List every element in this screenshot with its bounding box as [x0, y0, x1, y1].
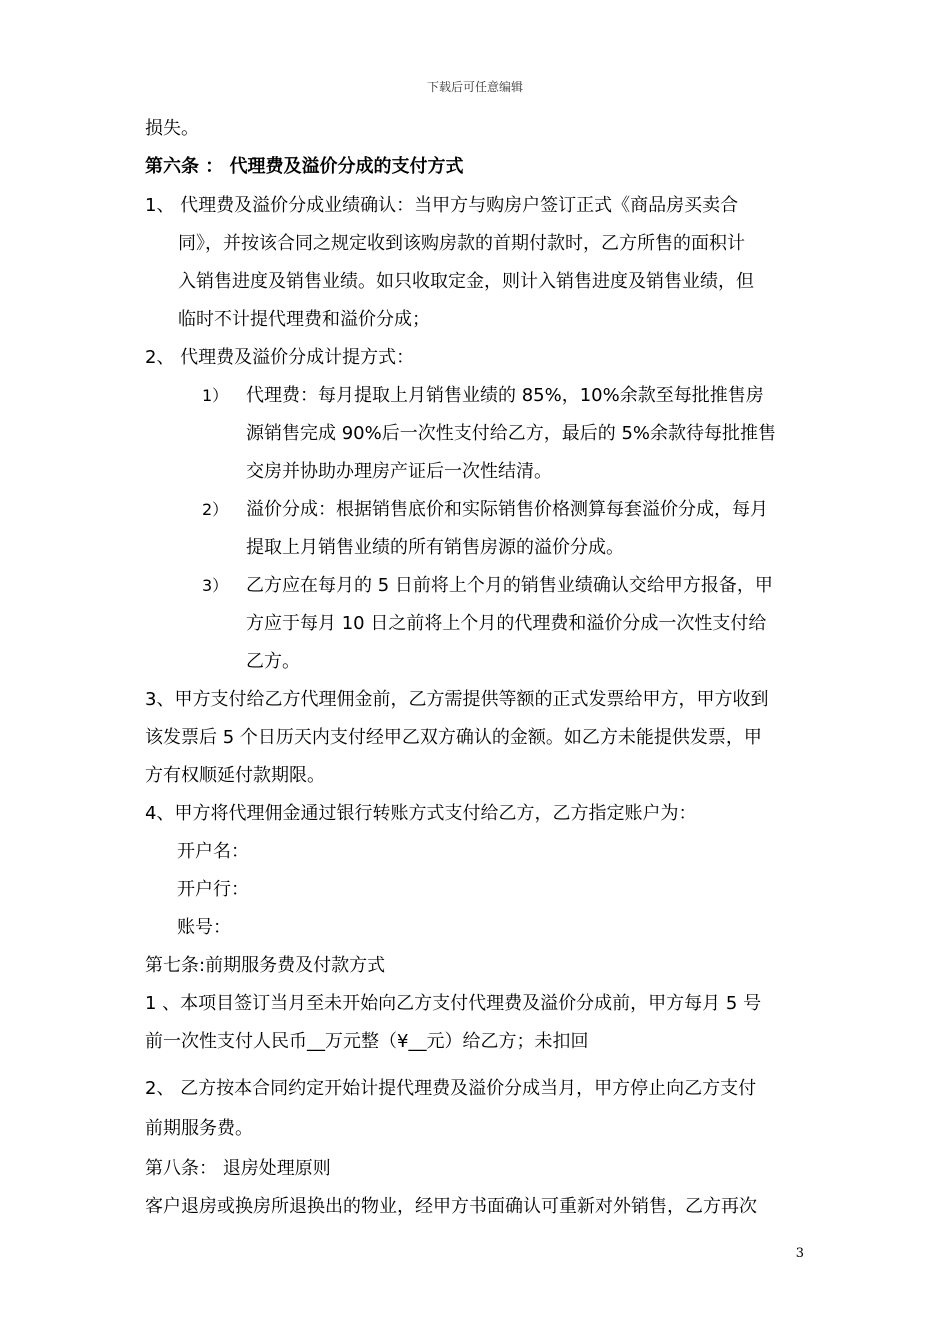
text-line: 1、 代理费及溢价分成业绩确认：当甲方与购房户签订正式《商品房买卖合 [145, 195, 739, 216]
text-line: 2、 乙方按本合同约定开始计提代理费及溢价分成当月，甲方停止向乙方支付 [145, 1078, 757, 1099]
text-line: 临时不计提代理费和溢价分成； [178, 309, 430, 330]
text-line: 源销售完成 90%后一次性支付给乙方，最后的 5%余款待每批推售 [246, 423, 777, 444]
text-line: 4、甲方将代理佣金通过银行转账方式支付给乙方，乙方指定账户为： [145, 803, 697, 824]
text-line: 2、 代理费及溢价分成计提方式： [145, 347, 415, 368]
account-number-label: 账号： [177, 917, 231, 938]
text-line: 乙方。 [246, 651, 300, 672]
text-line: 交房并协助办理房产证后一次性结清。 [246, 461, 552, 482]
section-heading: 第七条:前期服务费及付款方式 [145, 955, 386, 976]
text-line: 该发票后 5 个日历天内支付经甲乙双方确认的金额。如乙方未能提供发票，甲 [145, 727, 762, 748]
text-line: 代理费：每月提取上月销售业绩的 85%，10%余款至每批推售房 [246, 385, 764, 406]
text-line: 前期服务费。 [145, 1118, 253, 1139]
text-line: 乙方应在每月的 5 日前将上个月的销售业绩确认交给甲方报备，甲 [246, 575, 773, 596]
text-line: 损失。 [145, 118, 199, 139]
list-number: 1） [202, 386, 229, 405]
list-number: 3） [202, 576, 229, 595]
section-heading: 第六条 ： 代理费及溢价分成的支付方式 [145, 156, 464, 177]
text-line: 入销售进度及销售业绩。如只收取定金，则计入销售进度及销售业绩，但 [178, 271, 754, 292]
text-line: 方应于每月 10 日之前将上个月的代理费和溢价分成一次性支付给 [246, 613, 767, 634]
page-number: 3 [795, 1246, 804, 1261]
account-bank-label: 开户行： [177, 879, 249, 900]
section-heading: 第八条： 退房处理原则 [145, 1158, 331, 1179]
text-line: 提取上月销售业绩的所有销售房源的溢价分成。 [246, 537, 624, 558]
text-line: 3、甲方支付给乙方代理佣金前，乙方需提供等额的正式发票给甲方，甲方收到 [145, 689, 769, 710]
text-line: 溢价分成：根据销售底价和实际销售价格测算每套溢价分成，每月 [246, 499, 768, 520]
account-name-label: 开户名： [177, 841, 249, 862]
text-line: 同》，并按该合同之规定收到该购房款的首期付款时，乙方所售的面积计 [178, 233, 745, 254]
text-line: 方有权顺延付款期限。 [145, 765, 325, 786]
list-number: 2） [202, 500, 229, 519]
page-header: 下载后可任意编辑 [426, 80, 523, 94]
text-line: 1 、本项目签订当月至未开始向乙方支付代理费及溢价分成前，甲方每月 5 号 [145, 993, 762, 1014]
text-line: 前一次性支付人民币__万元整（¥__元）给乙方；未扣回 [145, 1031, 589, 1052]
text-line: 客户退房或换房所退换出的物业，经甲方书面确认可重新对外销售，乙方再次 [145, 1196, 757, 1217]
